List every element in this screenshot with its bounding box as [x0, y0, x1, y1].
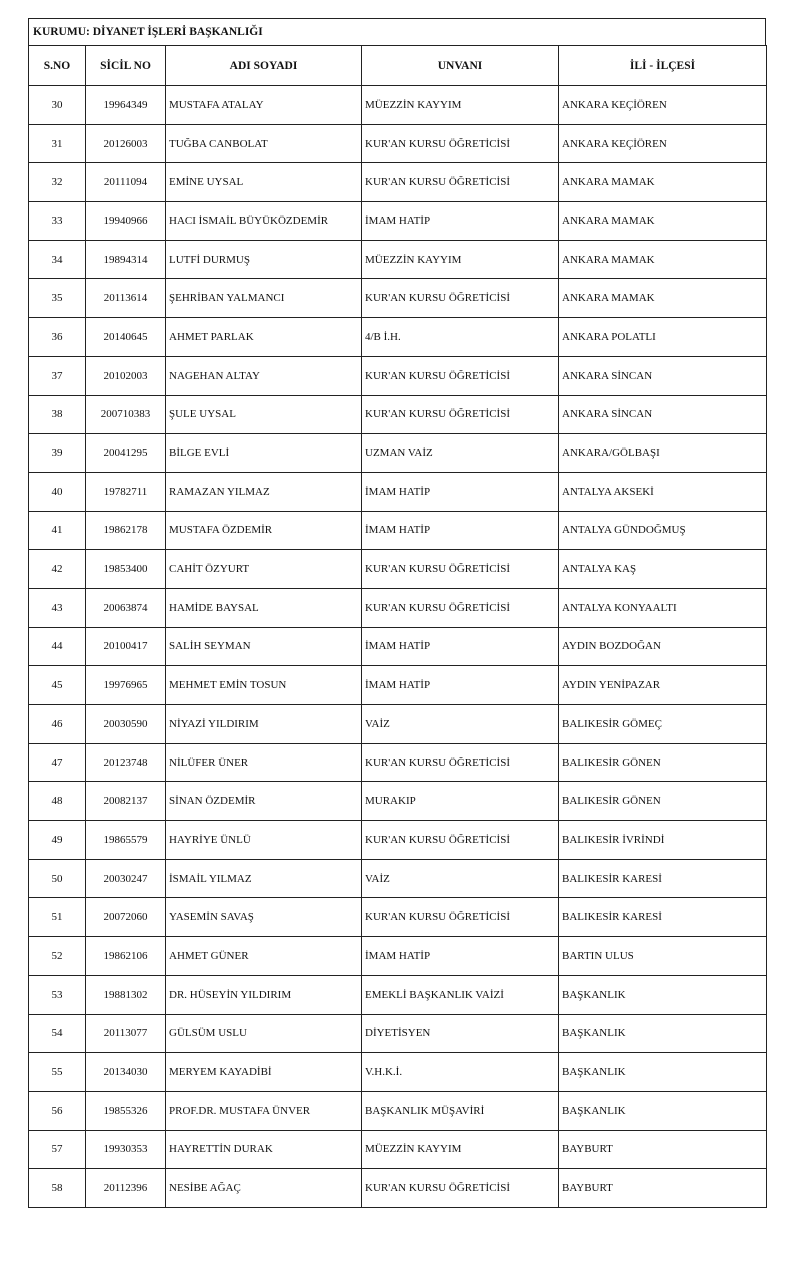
table-row — [29, 975, 767, 1014]
cell-name: SALİH SEYMAN — [166, 627, 362, 666]
cell-sno: 39 — [29, 434, 86, 473]
cell-title: VAİZ — [362, 859, 559, 898]
cell-sicil-no: 19940966 — [86, 202, 166, 241]
cell-sicil-no: 20030247 — [86, 859, 166, 898]
cell-location: BAŞKANLIK — [559, 1091, 767, 1130]
cell-sno: 56 — [29, 1091, 86, 1130]
cell-title: İMAM HATİP — [362, 666, 559, 705]
cell-sno: 32 — [29, 163, 86, 202]
cell-location: ANTALYA KONYAALTI — [559, 588, 767, 627]
institution-label: KURUMU: DİYANET İŞLERİ BAŞKANLIĞI — [28, 18, 766, 45]
table-row — [29, 743, 767, 782]
cell-sno: 34 — [29, 240, 86, 279]
cell-sicil-no: 19865579 — [86, 821, 166, 860]
cell-sno: 40 — [29, 472, 86, 511]
cell-sicil-no: 20102003 — [86, 356, 166, 395]
cell-location: BALIKESİR KARESİ — [559, 859, 767, 898]
table-row — [29, 86, 767, 125]
cell-sno: 54 — [29, 1014, 86, 1053]
cell-location: BALIKESİR GÖMEÇ — [559, 705, 767, 744]
cell-sno: 31 — [29, 124, 86, 163]
cell-sno: 48 — [29, 782, 86, 821]
cell-name: İSMAİL YILMAZ — [166, 859, 362, 898]
cell-title: 4/B İ.H. — [362, 318, 559, 357]
cell-name: MUSTAFA ATALAY — [166, 86, 362, 125]
cell-sno: 41 — [29, 511, 86, 550]
cell-name: MERYEM KAYADİBİ — [166, 1053, 362, 1092]
cell-location: BAŞKANLIK — [559, 1014, 767, 1053]
cell-sicil-no: 19862178 — [86, 511, 166, 550]
cell-sno: 43 — [29, 588, 86, 627]
cell-name: LUTFİ DURMUŞ — [166, 240, 362, 279]
cell-location: BARTIN ULUS — [559, 937, 767, 976]
cell-sno: 58 — [29, 1169, 86, 1208]
cell-name: NİYAZİ YILDIRIM — [166, 705, 362, 744]
cell-title: İMAM HATİP — [362, 627, 559, 666]
cell-name: AHMET PARLAK — [166, 318, 362, 357]
table-row — [29, 937, 767, 976]
table-header-row — [29, 46, 767, 86]
cell-name: NİLÜFER ÜNER — [166, 743, 362, 782]
cell-title: İMAM HATİP — [362, 472, 559, 511]
cell-title: İMAM HATİP — [362, 511, 559, 550]
cell-title: VAİZ — [362, 705, 559, 744]
cell-sno: 57 — [29, 1130, 86, 1169]
cell-name: ŞEHRİBAN YALMANCI — [166, 279, 362, 318]
cell-location: ANKARA MAMAK — [559, 163, 767, 202]
cell-location: ANTALYA KAŞ — [559, 550, 767, 589]
table-row — [29, 898, 767, 937]
cell-name: CAHİT ÖZYURT — [166, 550, 362, 589]
cell-location: ANTALYA AKSEKİ — [559, 472, 767, 511]
cell-sicil-no: 20072060 — [86, 898, 166, 937]
cell-title: KUR'AN KURSU ÖĞRETİCİSİ — [362, 898, 559, 937]
table-row — [29, 1169, 767, 1208]
cell-sicil-no: 20082137 — [86, 782, 166, 821]
table-row — [29, 821, 767, 860]
cell-location: ANKARA SİNCAN — [559, 356, 767, 395]
column-header-location: İLİ - İLÇESİ — [559, 46, 767, 86]
cell-location: BAYBURT — [559, 1169, 767, 1208]
cell-name: SİNAN ÖZDEMİR — [166, 782, 362, 821]
cell-title: KUR'AN KURSU ÖĞRETİCİSİ — [362, 821, 559, 860]
cell-title: DİYETİSYEN — [362, 1014, 559, 1053]
cell-title: KUR'AN KURSU ÖĞRETİCİSİ — [362, 588, 559, 627]
cell-sno: 38 — [29, 395, 86, 434]
table-row — [29, 240, 767, 279]
cell-sno: 47 — [29, 743, 86, 782]
cell-location: ANKARA KEÇİÖREN — [559, 86, 767, 125]
cell-title: BAŞKANLIK MÜŞAVİRİ — [362, 1091, 559, 1130]
cell-name: MEHMET EMİN TOSUN — [166, 666, 362, 705]
cell-location: BALIKESİR GÖNEN — [559, 782, 767, 821]
cell-sicil-no: 19881302 — [86, 975, 166, 1014]
cell-name: EMİNE UYSAL — [166, 163, 362, 202]
column-header-title: UNVANI — [362, 46, 559, 86]
cell-sno: 46 — [29, 705, 86, 744]
cell-sno: 50 — [29, 859, 86, 898]
table-row — [29, 550, 767, 589]
column-header-name: ADI SOYADI — [166, 46, 362, 86]
cell-sicil-no: 20140645 — [86, 318, 166, 357]
table-row — [29, 705, 767, 744]
table-row — [29, 318, 767, 357]
cell-sicil-no: 20126003 — [86, 124, 166, 163]
cell-name: HAYRİYE ÜNLÜ — [166, 821, 362, 860]
cell-title: MÜEZZİN KAYYIM — [362, 1130, 559, 1169]
cell-sicil-no: 19862106 — [86, 937, 166, 976]
cell-title: KUR'AN KURSU ÖĞRETİCİSİ — [362, 163, 559, 202]
cell-title: KUR'AN KURSU ÖĞRETİCİSİ — [362, 1169, 559, 1208]
table-row — [29, 511, 767, 550]
cell-title: KUR'AN KURSU ÖĞRETİCİSİ — [362, 743, 559, 782]
table-row — [29, 395, 767, 434]
cell-sicil-no: 20113077 — [86, 1014, 166, 1053]
cell-sno: 55 — [29, 1053, 86, 1092]
cell-name: ŞULE UYSAL — [166, 395, 362, 434]
cell-sno: 49 — [29, 821, 86, 860]
cell-title: EMEKLİ BAŞKANLIK VAİZİ — [362, 975, 559, 1014]
cell-sno: 45 — [29, 666, 86, 705]
table-row — [29, 1014, 767, 1053]
table-row — [29, 782, 767, 821]
cell-sno: 42 — [29, 550, 86, 589]
cell-title: KUR'AN KURSU ÖĞRETİCİSİ — [362, 550, 559, 589]
cell-sicil-no: 20111094 — [86, 163, 166, 202]
cell-name: HAMİDE BAYSAL — [166, 588, 362, 627]
cell-name: YASEMİN SAVAŞ — [166, 898, 362, 937]
cell-title: KUR'AN KURSU ÖĞRETİCİSİ — [362, 356, 559, 395]
cell-location: ANKARA/GÖLBAŞI — [559, 434, 767, 473]
table-row — [29, 1091, 767, 1130]
cell-sno: 51 — [29, 898, 86, 937]
cell-sno: 37 — [29, 356, 86, 395]
table-row — [29, 124, 767, 163]
cell-location: BAYBURT — [559, 1130, 767, 1169]
table-row — [29, 627, 767, 666]
cell-title: KUR'AN KURSU ÖĞRETİCİSİ — [362, 395, 559, 434]
column-header-sicil-no: SİCİL NO — [86, 46, 166, 86]
cell-sicil-no: 20063874 — [86, 588, 166, 627]
table-row — [29, 279, 767, 318]
cell-sicil-no: 19782711 — [86, 472, 166, 511]
cell-title: İMAM HATİP — [362, 202, 559, 241]
cell-location: BALIKESİR GÖNEN — [559, 743, 767, 782]
cell-location: ANTALYA GÜNDOĞMUŞ — [559, 511, 767, 550]
table-row — [29, 434, 767, 473]
cell-sicil-no: 19930353 — [86, 1130, 166, 1169]
cell-sicil-no: 19976965 — [86, 666, 166, 705]
table-row — [29, 859, 767, 898]
table-row — [29, 163, 767, 202]
cell-name: MUSTAFA ÖZDEMİR — [166, 511, 362, 550]
cell-title: MÜEZZİN KAYYIM — [362, 240, 559, 279]
cell-location: ANKARA SİNCAN — [559, 395, 767, 434]
cell-sno: 44 — [29, 627, 86, 666]
cell-name: RAMAZAN YILMAZ — [166, 472, 362, 511]
cell-sicil-no: 19855326 — [86, 1091, 166, 1130]
table-row — [29, 1053, 767, 1092]
cell-location: AYDIN BOZDOĞAN — [559, 627, 767, 666]
table-row — [29, 666, 767, 705]
cell-name: BİLGE EVLİ — [166, 434, 362, 473]
cell-title: V.H.K.İ. — [362, 1053, 559, 1092]
column-header-sno: S.NO — [29, 46, 86, 86]
cell-location: ANKARA MAMAK — [559, 202, 767, 241]
table-row — [29, 472, 767, 511]
cell-location: ANKARA KEÇİÖREN — [559, 124, 767, 163]
cell-sno: 36 — [29, 318, 86, 357]
cell-sicil-no: 19853400 — [86, 550, 166, 589]
cell-name: GÜLSÜM USLU — [166, 1014, 362, 1053]
cell-location: ANKARA MAMAK — [559, 240, 767, 279]
cell-sno: 53 — [29, 975, 86, 1014]
cell-name: NAGEHAN ALTAY — [166, 356, 362, 395]
table-row — [29, 356, 767, 395]
cell-sicil-no: 20113614 — [86, 279, 166, 318]
cell-name: HACI İSMAİL BÜYÜKÖZDEMİR — [166, 202, 362, 241]
cell-sicil-no: 20030590 — [86, 705, 166, 744]
cell-name: TUĞBA CANBOLAT — [166, 124, 362, 163]
cell-sno: 35 — [29, 279, 86, 318]
cell-title: KUR'AN KURSU ÖĞRETİCİSİ — [362, 124, 559, 163]
cell-sicil-no: 200710383 — [86, 395, 166, 434]
cell-location: BALIKESİR İVRİNDİ — [559, 821, 767, 860]
cell-sicil-no: 20112396 — [86, 1169, 166, 1208]
cell-title: KUR'AN KURSU ÖĞRETİCİSİ — [362, 279, 559, 318]
cell-location: ANKARA POLATLI — [559, 318, 767, 357]
cell-name: HAYRETTİN DURAK — [166, 1130, 362, 1169]
cell-name: DR. HÜSEYİN YILDIRIM — [166, 975, 362, 1014]
table-row — [29, 1130, 767, 1169]
cell-sno: 30 — [29, 86, 86, 125]
document-sheet — [28, 18, 766, 1208]
cell-sicil-no: 20123748 — [86, 743, 166, 782]
cell-title: UZMAN VAİZ — [362, 434, 559, 473]
cell-location: BALIKESİR KARESİ — [559, 898, 767, 937]
cell-location: BAŞKANLIK — [559, 1053, 767, 1092]
cell-name: AHMET GÜNER — [166, 937, 362, 976]
cell-sno: 33 — [29, 202, 86, 241]
cell-location: AYDIN YENİPAZAR — [559, 666, 767, 705]
cell-sicil-no: 19894314 — [86, 240, 166, 279]
cell-title: MÜEZZİN KAYYIM — [362, 86, 559, 125]
table-row — [29, 202, 767, 241]
cell-location: ANKARA MAMAK — [559, 279, 767, 318]
cell-sicil-no: 20041295 — [86, 434, 166, 473]
cell-name: NESİBE AĞAÇ — [166, 1169, 362, 1208]
cell-sicil-no: 20100417 — [86, 627, 166, 666]
cell-title: MURAKIP — [362, 782, 559, 821]
cell-sicil-no: 19964349 — [86, 86, 166, 125]
table-row — [29, 588, 767, 627]
cell-sno: 52 — [29, 937, 86, 976]
cell-location: BAŞKANLIK — [559, 975, 767, 1014]
table-body — [29, 86, 767, 1208]
cell-sicil-no: 20134030 — [86, 1053, 166, 1092]
cell-name: PROF.DR. MUSTAFA ÜNVER — [166, 1091, 362, 1130]
personnel-table — [28, 45, 767, 1208]
cell-title: İMAM HATİP — [362, 937, 559, 976]
